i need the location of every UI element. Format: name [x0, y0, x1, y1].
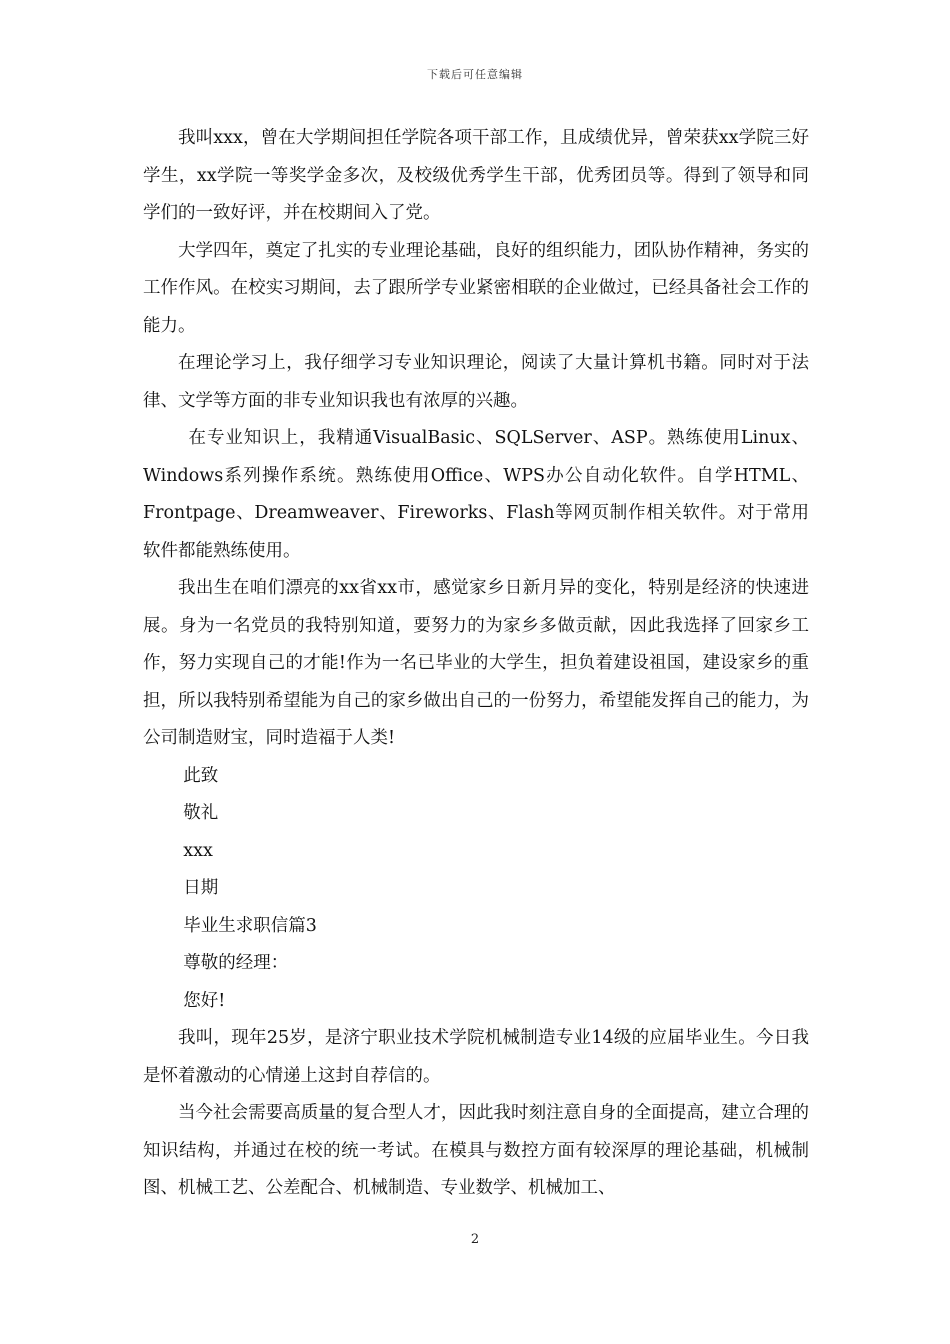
paragraph-university-years: 大学四年，奠定了扎实的专业理论基础，良好的组织能力，团队协作精神，务实的工作作风。在校实习期间，去了跟所学专业紧密相联的企业做过，已经具备社会工作的能力。 [143, 240, 809, 336]
greeting: 您好! [183, 990, 226, 1011]
page-number: 2 [470, 1232, 480, 1247]
closing-ci-zhi: 此致 [183, 765, 219, 786]
document-body [143, 120, 809, 1208]
salutation: 尊敬的经理： [183, 953, 289, 973]
section-title: 毕业生求职信篇3 [183, 915, 317, 936]
paragraph-hometown: 我出生在咱们漂亮的xx省xx市，感觉家乡日新月异的变化，特别是经济的快速进展。身为一名党员的我特别知道，要努力的为家乡多做贡献，因此我选择了回家乡工作，努力实现自己的才能!作为一名已毕业的大学生，担负着建设祖国，建设家乡的重担，所以我特别希望能为自己的家乡做出自己的一份努力，希望能发挥自己的能力，为公司制造财宝，同时造福于人类! [143, 578, 809, 748]
paragraph-theory-study: 在理论学习上，我仔细学习专业知识理论，阅读了大量计算机书籍。同时对于法律、文学等方面的非专业知识我也有浓厚的兴趣。 [143, 353, 809, 411]
signature-date: 日期 [183, 878, 219, 898]
page-header: 下载后可任意编辑 [427, 68, 523, 81]
signature-name: xxx [183, 840, 213, 861]
paragraph-professional-skills: 在专业知识上，我精通VisualBasic、SQLServer、ASP。熟练使用Linux、Windows系列操作系统。熟练使用Office、WPS办公自动化软件。自学HTML、Frontpage、Dreamweaver、Fireworks、Flash等网页制作相关软件。对于常用软件都能熟练使用。 [143, 428, 809, 561]
paragraph-introduction: 我叫，现年25岁，是济宁职业技术学院机械制造专业14级的应届毕业生。今日我是怀着激动的心情递上这封自荐信的。 [143, 1028, 809, 1086]
closing-jing-li: 敬礼 [183, 803, 219, 823]
paragraph-background: 我叫xxx，曾在大学期间担任学院各项干部工作，且成绩优异，曾荣获xx学院三好学生，xx学院一等奖学金多次，及校级优秀学生干部，优秀团员等。得到了领导和同学们的一致好评，并在校期间入了党。 [143, 128, 809, 223]
paragraph-knowledge-structure: 当今社会需要高质量的复合型人才，因此我时刻注意自身的全面提高，建立合理的知识结构，并通过在校的统一考试。在模具与数控方面有较深厚的理论基础，机械制图、机械工艺、公差配合、机械制造、专业数学、机械加工、 [143, 1103, 809, 1198]
